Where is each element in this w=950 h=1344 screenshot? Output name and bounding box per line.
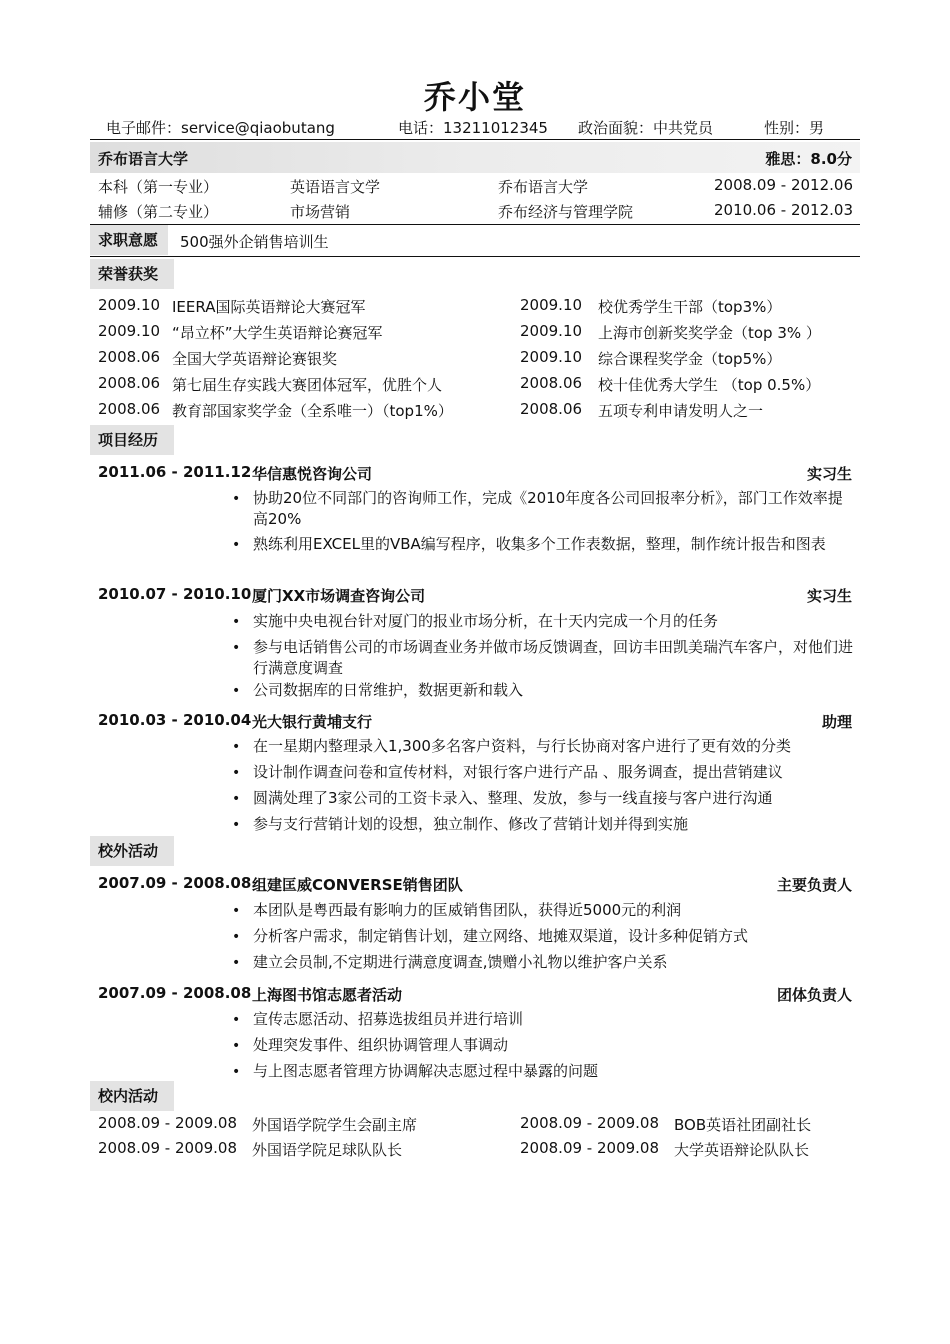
bullet-dot: • <box>232 614 241 630</box>
honor-date: 2009.10 <box>520 322 583 340</box>
bullet-dot: • <box>232 955 241 971</box>
objective-label: 求职意愿 <box>90 225 168 255</box>
project-role: 实习生 <box>806 587 852 605</box>
bullet-dot: • <box>232 537 241 553</box>
honor-date: 2008.06 <box>520 374 583 392</box>
project-bullet: 熟练利用EXCEL里的VBA编写程序，收集多个工作表数据，整理，制作统计报告和图表 <box>253 535 826 553</box>
honor-date: 2008.06 <box>520 400 583 418</box>
activity-role: 团体负责人 <box>776 986 852 1004</box>
project-bullet: 协助20位不同部门的咨询师工作，完成《2010年度各公司回报率分析》，部门工作效率提高20% <box>253 489 843 528</box>
bullet-dot: • <box>232 1064 241 1080</box>
edu-period-1: 2008.09 - 2012.06 <box>713 176 853 194</box>
bullet-dot: • <box>232 765 241 781</box>
honor-date: 2009.10 <box>98 322 161 340</box>
ielts-score: 雅思：8.0分 <box>765 150 852 168</box>
political-status: 政治面貌：中共党员 <box>578 119 714 137</box>
internal-role: 外国语学院学生会副主席 <box>252 1116 418 1134</box>
project-bullet: 圆满处理了3家公司的工资卡录入、整理、发放，参与一线直接与客户进行沟通 <box>253 789 773 807</box>
internal-role: 大学英语辩论队队长 <box>674 1141 810 1159</box>
honor-text: 上海市创新奖奖学金（top 3% ） <box>598 324 821 342</box>
honor-text: 校十佳优秀大学生 （top 0.5%） <box>598 376 821 394</box>
header-divider <box>90 139 860 140</box>
honor-date: 2008.06 <box>98 348 161 366</box>
edu-degree-1: 本科（第一专业） <box>98 178 219 196</box>
bullet-dot: • <box>232 640 241 656</box>
education-school: 乔布语言大学 <box>98 150 189 168</box>
project-period: 2010.03 - 2010.04 <box>98 711 252 729</box>
project-bullet: 公司数据库的日常维护，数据更新和载入 <box>253 681 524 699</box>
honor-date: 2008.06 <box>98 400 161 418</box>
honor-date: 2009.10 <box>520 296 583 314</box>
internal-role: BOB英语社团副社长 <box>674 1116 812 1134</box>
activity-period: 2007.09 - 2008.08 <box>98 984 252 1002</box>
project-org: 厦门XX市场调查咨询公司 <box>252 587 426 605</box>
projects-label: 项目经历 <box>90 425 174 455</box>
edu-school-1: 乔布语言大学 <box>498 178 589 196</box>
honor-text: 教育部国家奖学金（全系唯一）（top1%） <box>172 402 453 420</box>
activity-org: 组建匡威CONVERSE销售团队 <box>252 876 463 894</box>
activity-bullet: 建立会员制,不定期进行满意度调查,馈赠小礼物以维护客户关系 <box>253 953 668 971</box>
phone: 电话：13211012345 <box>398 119 548 137</box>
honor-text: 五项专利申请发明人之一 <box>598 402 764 420</box>
edu-degree-2: 辅修（第二专业） <box>98 203 219 221</box>
project-period: 2011.06 - 2011.12 <box>98 463 252 481</box>
honor-text: 综合课程奖学金（top5%） <box>598 350 782 368</box>
activity-bullet: 处理突发事件、组织协调管理人事调动 <box>253 1036 509 1054</box>
bullet-dot: • <box>232 817 241 833</box>
honor-text: 全国大学英语辩论赛银奖 <box>172 350 338 368</box>
internal-period: 2008.09 - 2009.08 <box>520 1114 660 1132</box>
objective-divider <box>90 256 860 257</box>
activity-bullet: 与上图志愿者管理方协调解决志愿过程中暴露的问题 <box>253 1062 599 1080</box>
bullet-dot: • <box>232 903 241 919</box>
education-divider <box>90 224 860 225</box>
candidate-name: 乔小堂 <box>423 78 526 116</box>
bullet-dot: • <box>232 683 241 699</box>
activity-period: 2007.09 - 2008.08 <box>98 874 252 892</box>
internal-period: 2008.09 - 2009.08 <box>98 1114 238 1132</box>
bullet-dot: • <box>232 739 241 755</box>
project-bullet: 实施中央电视台针对厦门的报业市场分析，在十天内完成一个月的任务 <box>253 612 719 630</box>
bullet-dot: • <box>232 491 241 507</box>
honor-text: 第七届生存实践大赛团体冠军，优胜个人 <box>172 376 443 394</box>
honors-label: 荣誉获奖 <box>90 259 174 289</box>
activity-role: 主要负责人 <box>776 876 852 894</box>
project-bullet: 在一星期内整理录入1,300多名客户资料，与行长协商对客户进行了更有效的分类 <box>253 737 791 755</box>
project-org: 华信惠悦咨询公司 <box>252 465 373 483</box>
edu-major-2: 市场营销 <box>290 203 351 221</box>
internal-role: 外国语学院足球队队长 <box>252 1141 403 1159</box>
honor-date: 2009.10 <box>520 348 583 366</box>
project-bullet: 参与支行营销计划的设想，独立制作、修改了营销计划并得到实施 <box>253 815 689 833</box>
honor-date: 2009.10 <box>98 296 161 314</box>
honor-date: 2008.06 <box>98 374 161 392</box>
honor-text: IEERA国际英语辩论大赛冠军 <box>172 298 366 316</box>
honor-text: 校优秀学生干部（top3%） <box>598 298 782 316</box>
activity-org: 上海图书馆志愿者活动 <box>252 986 403 1004</box>
bullet-dot: • <box>232 791 241 807</box>
honor-text: “昂立杯”大学生英语辩论赛冠军 <box>172 324 383 342</box>
project-period: 2010.07 - 2010.10 <box>98 585 252 603</box>
activity-bullet: 分析客户需求，制定销售计划，建立网络、地摊双渠道，设计多种促销方式 <box>253 927 749 945</box>
bullet-dot: • <box>232 1038 241 1054</box>
edu-major-1: 英语语言文学 <box>290 178 381 196</box>
project-bullet: 参与电话销售公司的市场调查业务并做市场反馈调查，回访丰田凯美瑞汽车客户，对他们进行满意度调查 <box>253 638 854 677</box>
internal-period: 2008.09 - 2009.08 <box>98 1139 238 1157</box>
project-bullet: 设计制作调查问卷和宣传材料，对银行客户进行产品 、服务调查，提出营销建议 <box>253 763 783 781</box>
gender: 性别：男 <box>764 119 825 137</box>
edu-period-2: 2010.06 - 2012.03 <box>713 201 853 219</box>
edu-school-2: 乔布经济与管理学院 <box>498 203 634 221</box>
bullet-dot: • <box>232 929 241 945</box>
internal-period: 2008.09 - 2009.08 <box>520 1139 660 1157</box>
project-org: 光大银行黄埔支行 <box>252 713 373 731</box>
project-role: 助理 <box>821 713 852 731</box>
objective-value: 500强外企销售培训生 <box>180 233 329 251</box>
internal-label: 校内活动 <box>90 1081 174 1111</box>
email: 电子邮件：service@qiaobutang <box>106 119 335 137</box>
external-label: 校外活动 <box>90 836 174 866</box>
project-role: 实习生 <box>806 465 852 483</box>
activity-bullet: 本团队是粤西最有影响力的匡威销售团队，获得近5000元的利润 <box>253 901 682 919</box>
bullet-dot: • <box>232 1012 241 1028</box>
activity-bullet: 宣传志愿活动、招募选拔组员并进行培训 <box>253 1010 524 1028</box>
